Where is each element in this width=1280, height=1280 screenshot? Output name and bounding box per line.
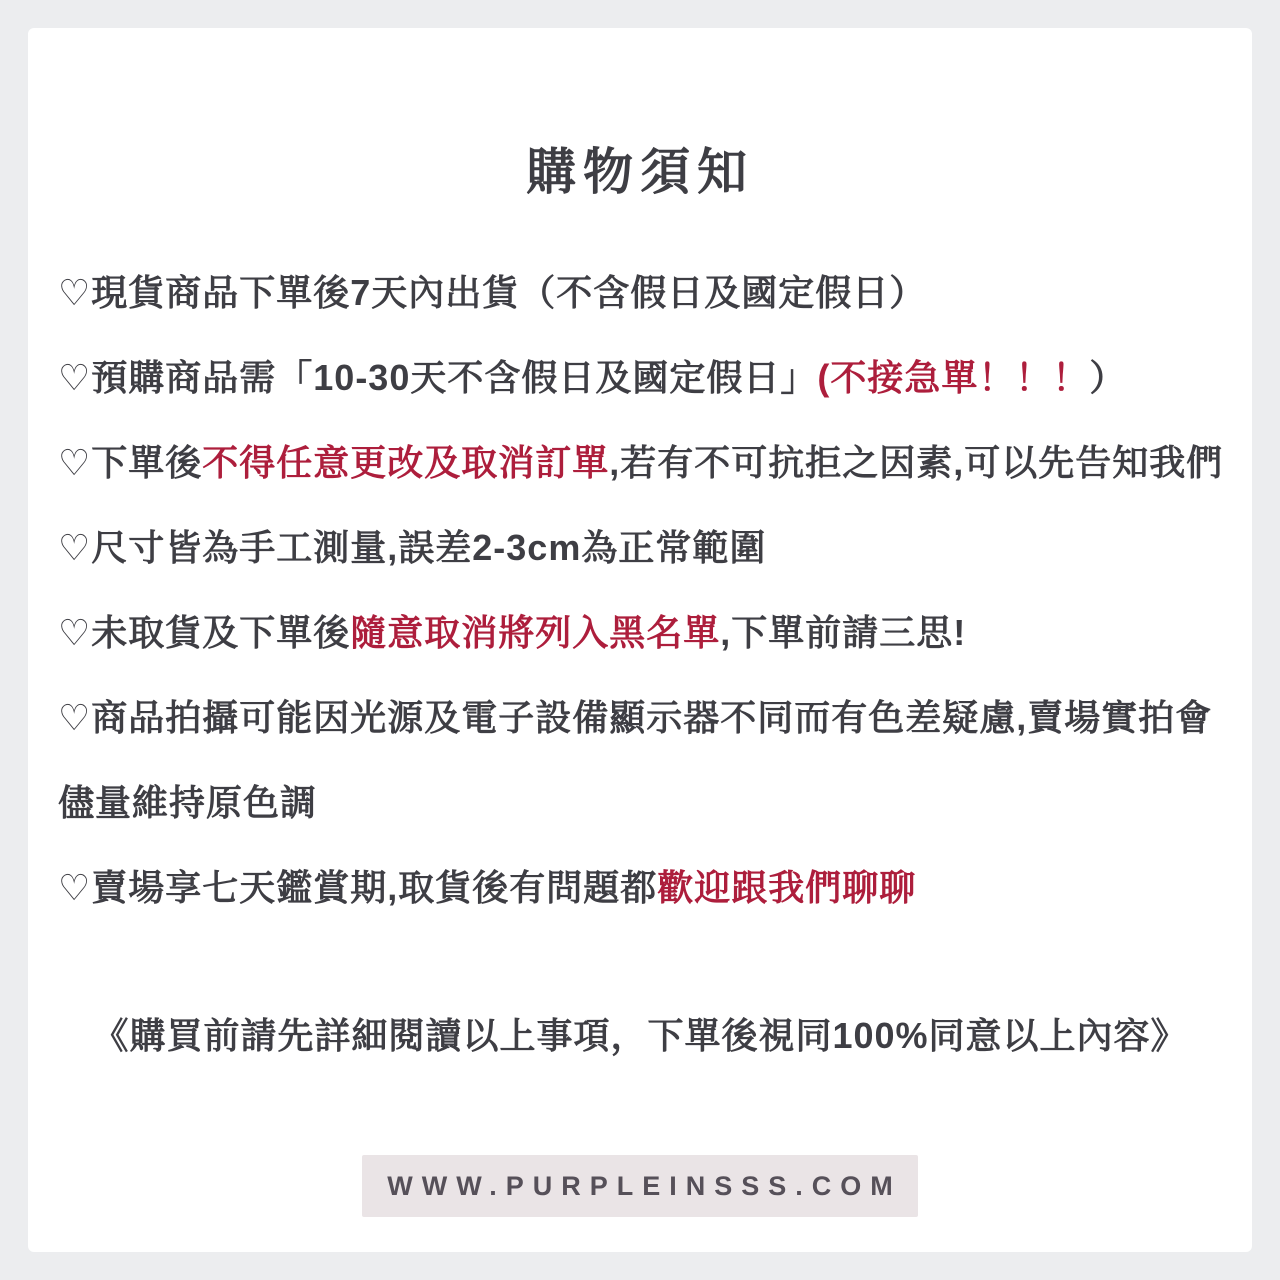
notice-text-highlight: (不接急單！！！ <box>817 357 1090 398</box>
notice-line <box>58 420 1222 505</box>
notice-line <box>58 250 1222 335</box>
notice-text: ♡未取貨及下單後 <box>58 612 351 653</box>
notice-line <box>58 335 1222 420</box>
notice-line <box>58 760 1222 845</box>
notice-text: ♡現貨商品下單後7天內出貨（不含假日及國定假日） <box>58 272 927 313</box>
notice-line <box>58 675 1222 760</box>
website-badge <box>362 1155 918 1217</box>
notice-text: ♡賣場享七天鑑賞期,取貨後有問題都 <box>58 867 658 908</box>
page-title: 購物須知 <box>526 144 754 200</box>
notice-text-highlight: 隨意取消將列入黑名單 <box>350 612 721 653</box>
notice-text: ♡預購商品需「10-30天不含假日及國定假日」 <box>58 357 818 398</box>
notice-text-highlight: 不得任意更改及取消訂單 <box>202 442 610 483</box>
notice-text: ♡下單後 <box>58 442 203 483</box>
notice-card <box>28 28 1252 1252</box>
notice-text: ♡尺寸皆為手工測量,誤差2-3cm為正常範圍 <box>58 527 767 568</box>
agreement-note: 《購買前請先詳細閱讀以上事項，下單後視同100%同意以上內容》 <box>92 1015 1188 1056</box>
notice-line <box>58 505 1222 590</box>
notice-list <box>58 250 1222 930</box>
notice-text-highlight: 歡迎跟我們聊聊 <box>657 867 917 908</box>
notice-line <box>58 845 1222 930</box>
notice-text: ♡商品拍攝可能因光源及電子設備顯示器不同而有色差疑慮,賣場實拍會 <box>58 697 1213 738</box>
notice-line <box>58 590 1222 675</box>
notice-text: ,若有不可抗拒之因素,可以先告知我們 <box>609 442 1224 483</box>
website-url: WWW.PURPLEINSSS.COM <box>387 1170 902 1201</box>
notice-text: 儘量維持原色調 <box>58 782 318 823</box>
notice-text: ） <box>1089 357 1127 398</box>
notice-text: ,下單前請三思! <box>720 612 967 653</box>
